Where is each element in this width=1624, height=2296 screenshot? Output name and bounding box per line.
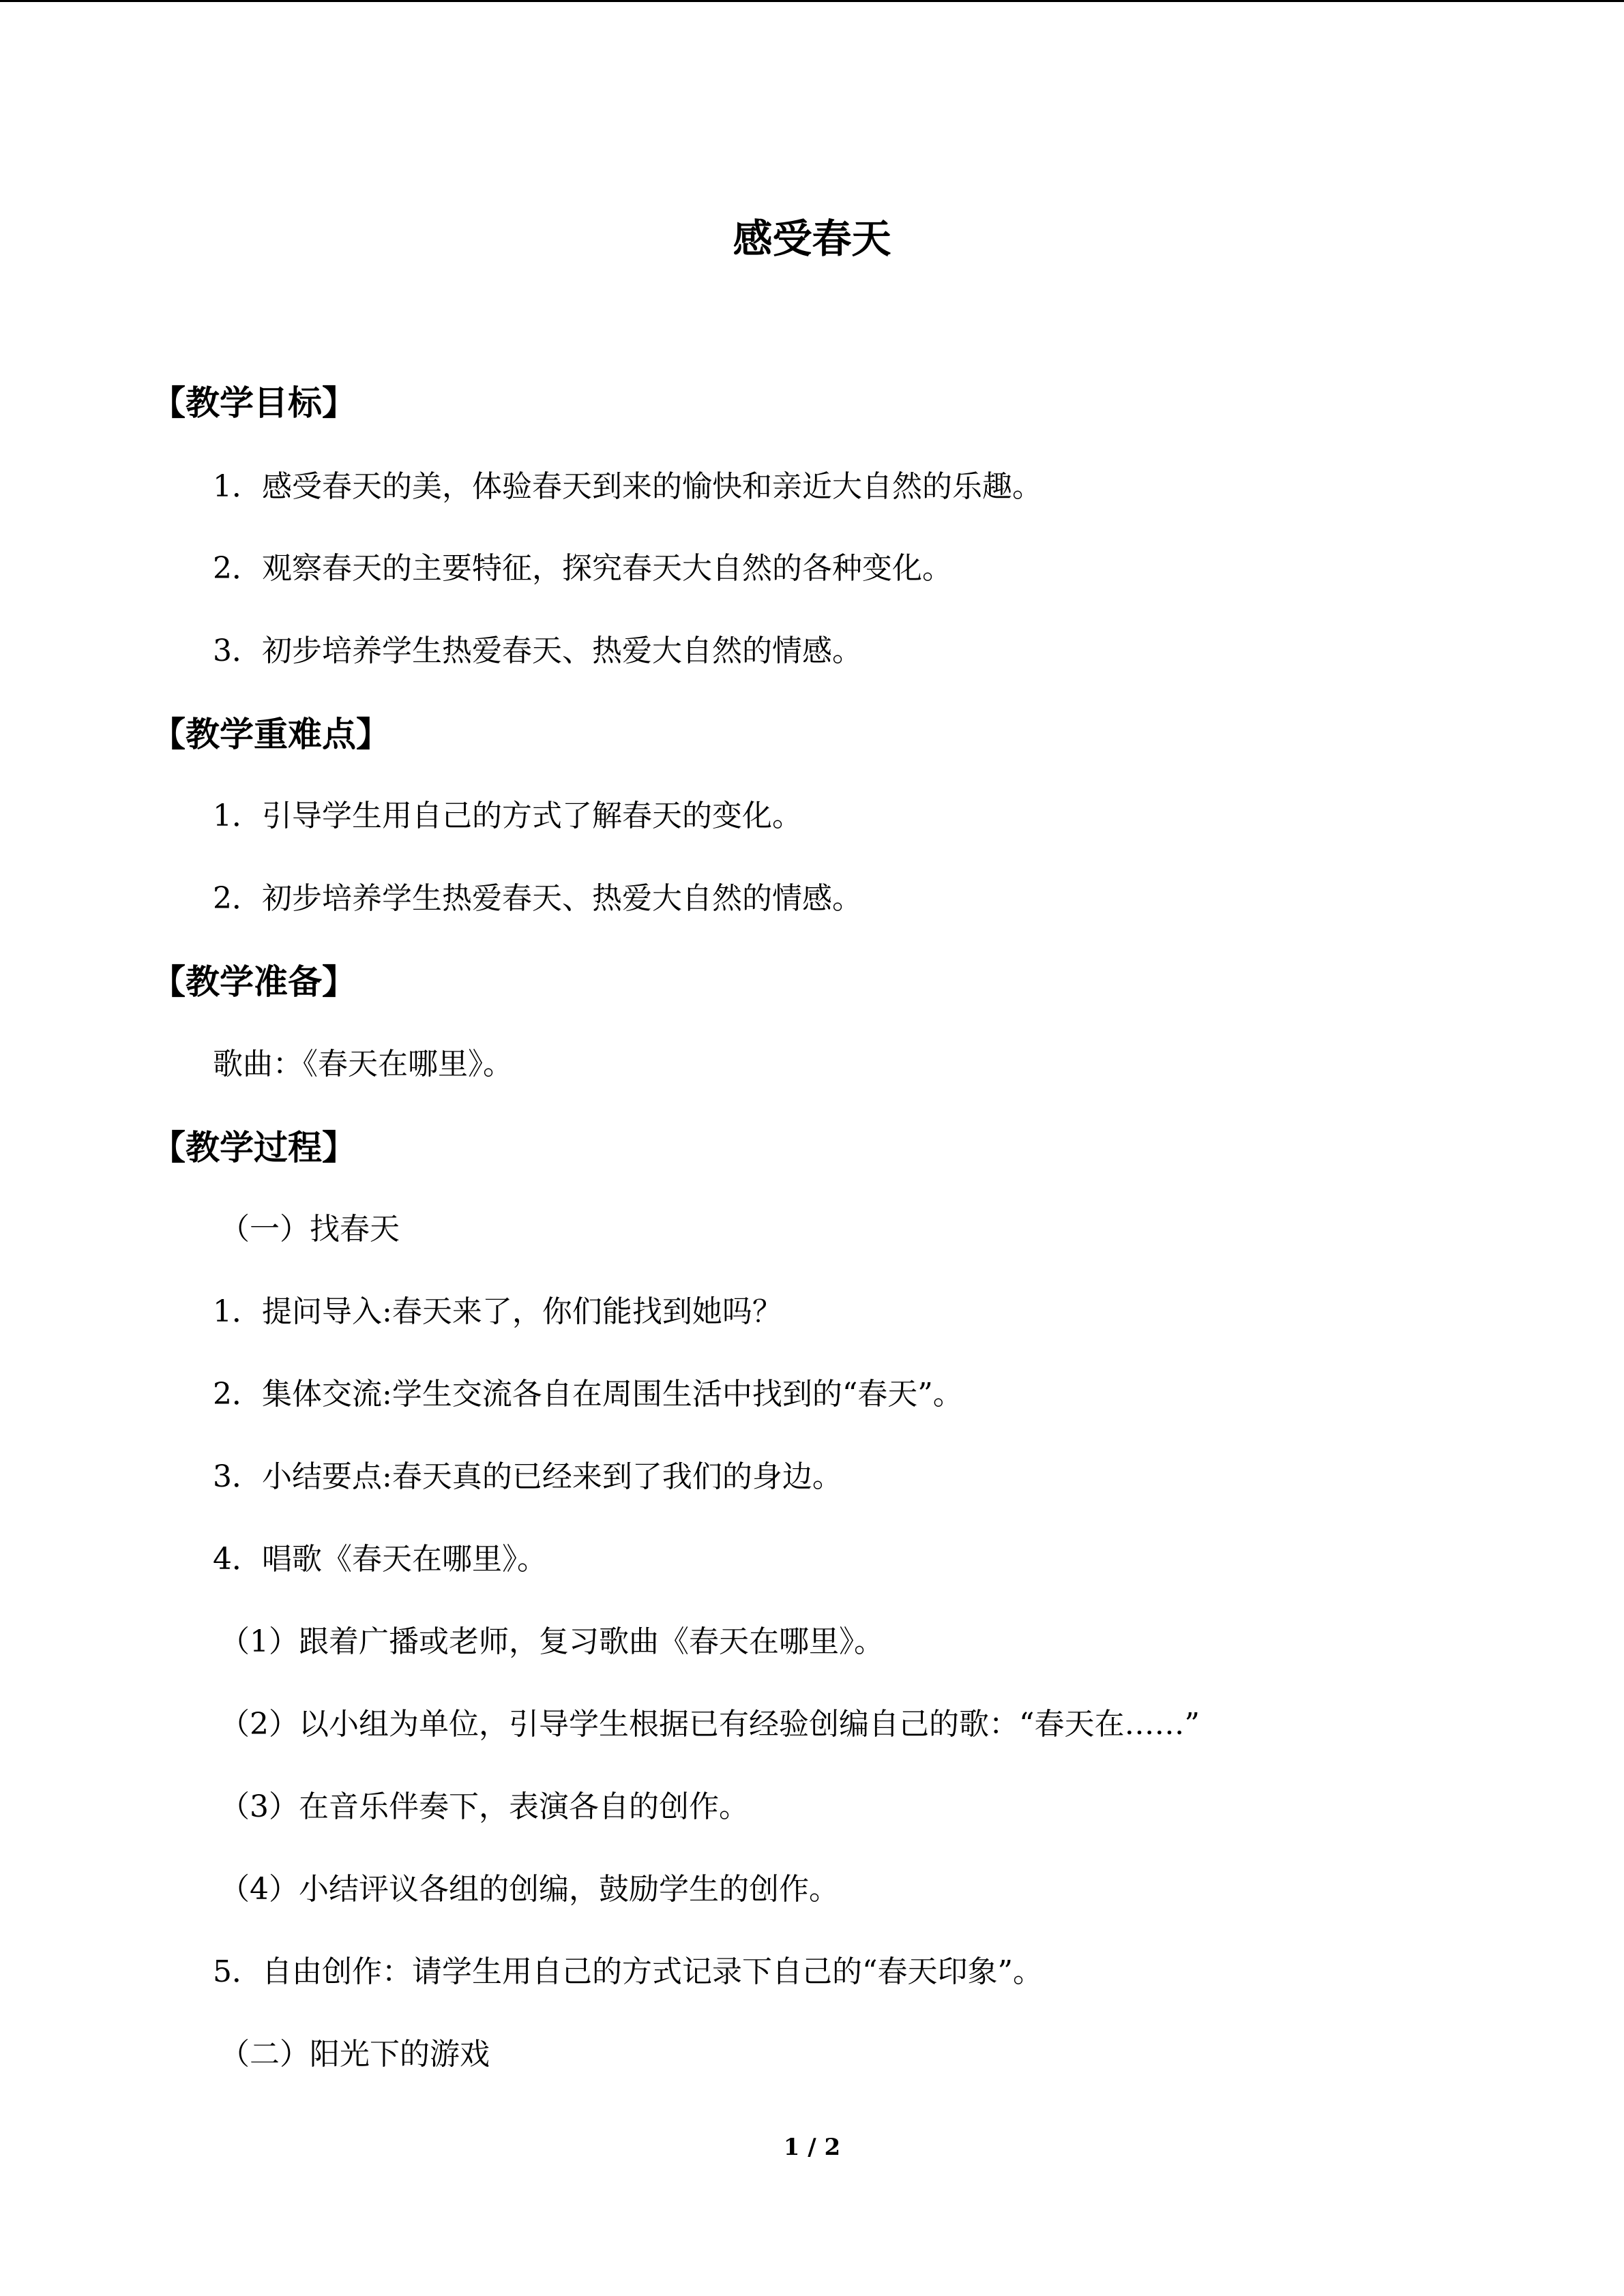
section-heading-goals: 【教学目标】	[151, 383, 356, 423]
process-item-3: 3．小结要点:春天真的已经来到了我们的身边。	[213, 1459, 842, 1494]
preparation-item-1: 歌曲：《春天在哪里》。	[213, 1047, 513, 1082]
process-subitem-1: （1）跟着广播或老师，复习歌曲《春天在哪里》。	[220, 1624, 884, 1659]
process-subitem-4: （4）小结评议各组的创编，鼓励学生的创作。	[220, 1872, 839, 1907]
process-item-1: 1．提问导入:春天来了，你们能找到她吗？	[213, 1294, 782, 1329]
process-subheading-1: （一）找春天	[220, 1212, 400, 1247]
key-point-item-2: 2．初步培养学生热爱春天、热爱大自然的情感。	[213, 881, 862, 916]
process-subitem-2: （2）以小组为单位，引导学生根据已有经验创编自己的歌：“春天在……”	[220, 1707, 1200, 1742]
goal-item-2: 2．观察春天的主要特征，探究春天大自然的各种变化。	[213, 551, 952, 586]
process-subheading-2: （二）阳光下的游戏	[220, 2037, 490, 2072]
section-heading-key-points: 【教学重难点】	[151, 715, 390, 754]
key-point-item-1: 1．引导学生用自己的方式了解春天的变化。	[213, 799, 802, 833]
goal-item-3: 3．初步培养学生热爱春天、热爱大自然的情感。	[213, 633, 862, 668]
process-item-5: 5．自由创作：请学生用自己的方式记录下自己的“春天印象”。	[213, 1954, 1043, 1989]
page-number: 1 / 2	[783, 2134, 841, 2161]
section-heading-process: 【教学过程】	[151, 1128, 356, 1167]
process-subitem-3: （3）在音乐伴奏下，表演各自的创作。	[220, 1789, 749, 1824]
goal-item-1: 1．感受春天的美，体验春天到来的愉快和亲近大自然的乐趣。	[213, 469, 1042, 504]
section-heading-preparation: 【教学准备】	[151, 962, 356, 1002]
process-item-2: 2．集体交流:学生交流各自在周围生活中找到的“春天”。	[213, 1377, 963, 1412]
document-title: 感受春天	[733, 215, 891, 262]
top-border-line	[0, 0, 1624, 2]
process-item-4: 4．唱歌《春天在哪里》。	[213, 1542, 547, 1577]
